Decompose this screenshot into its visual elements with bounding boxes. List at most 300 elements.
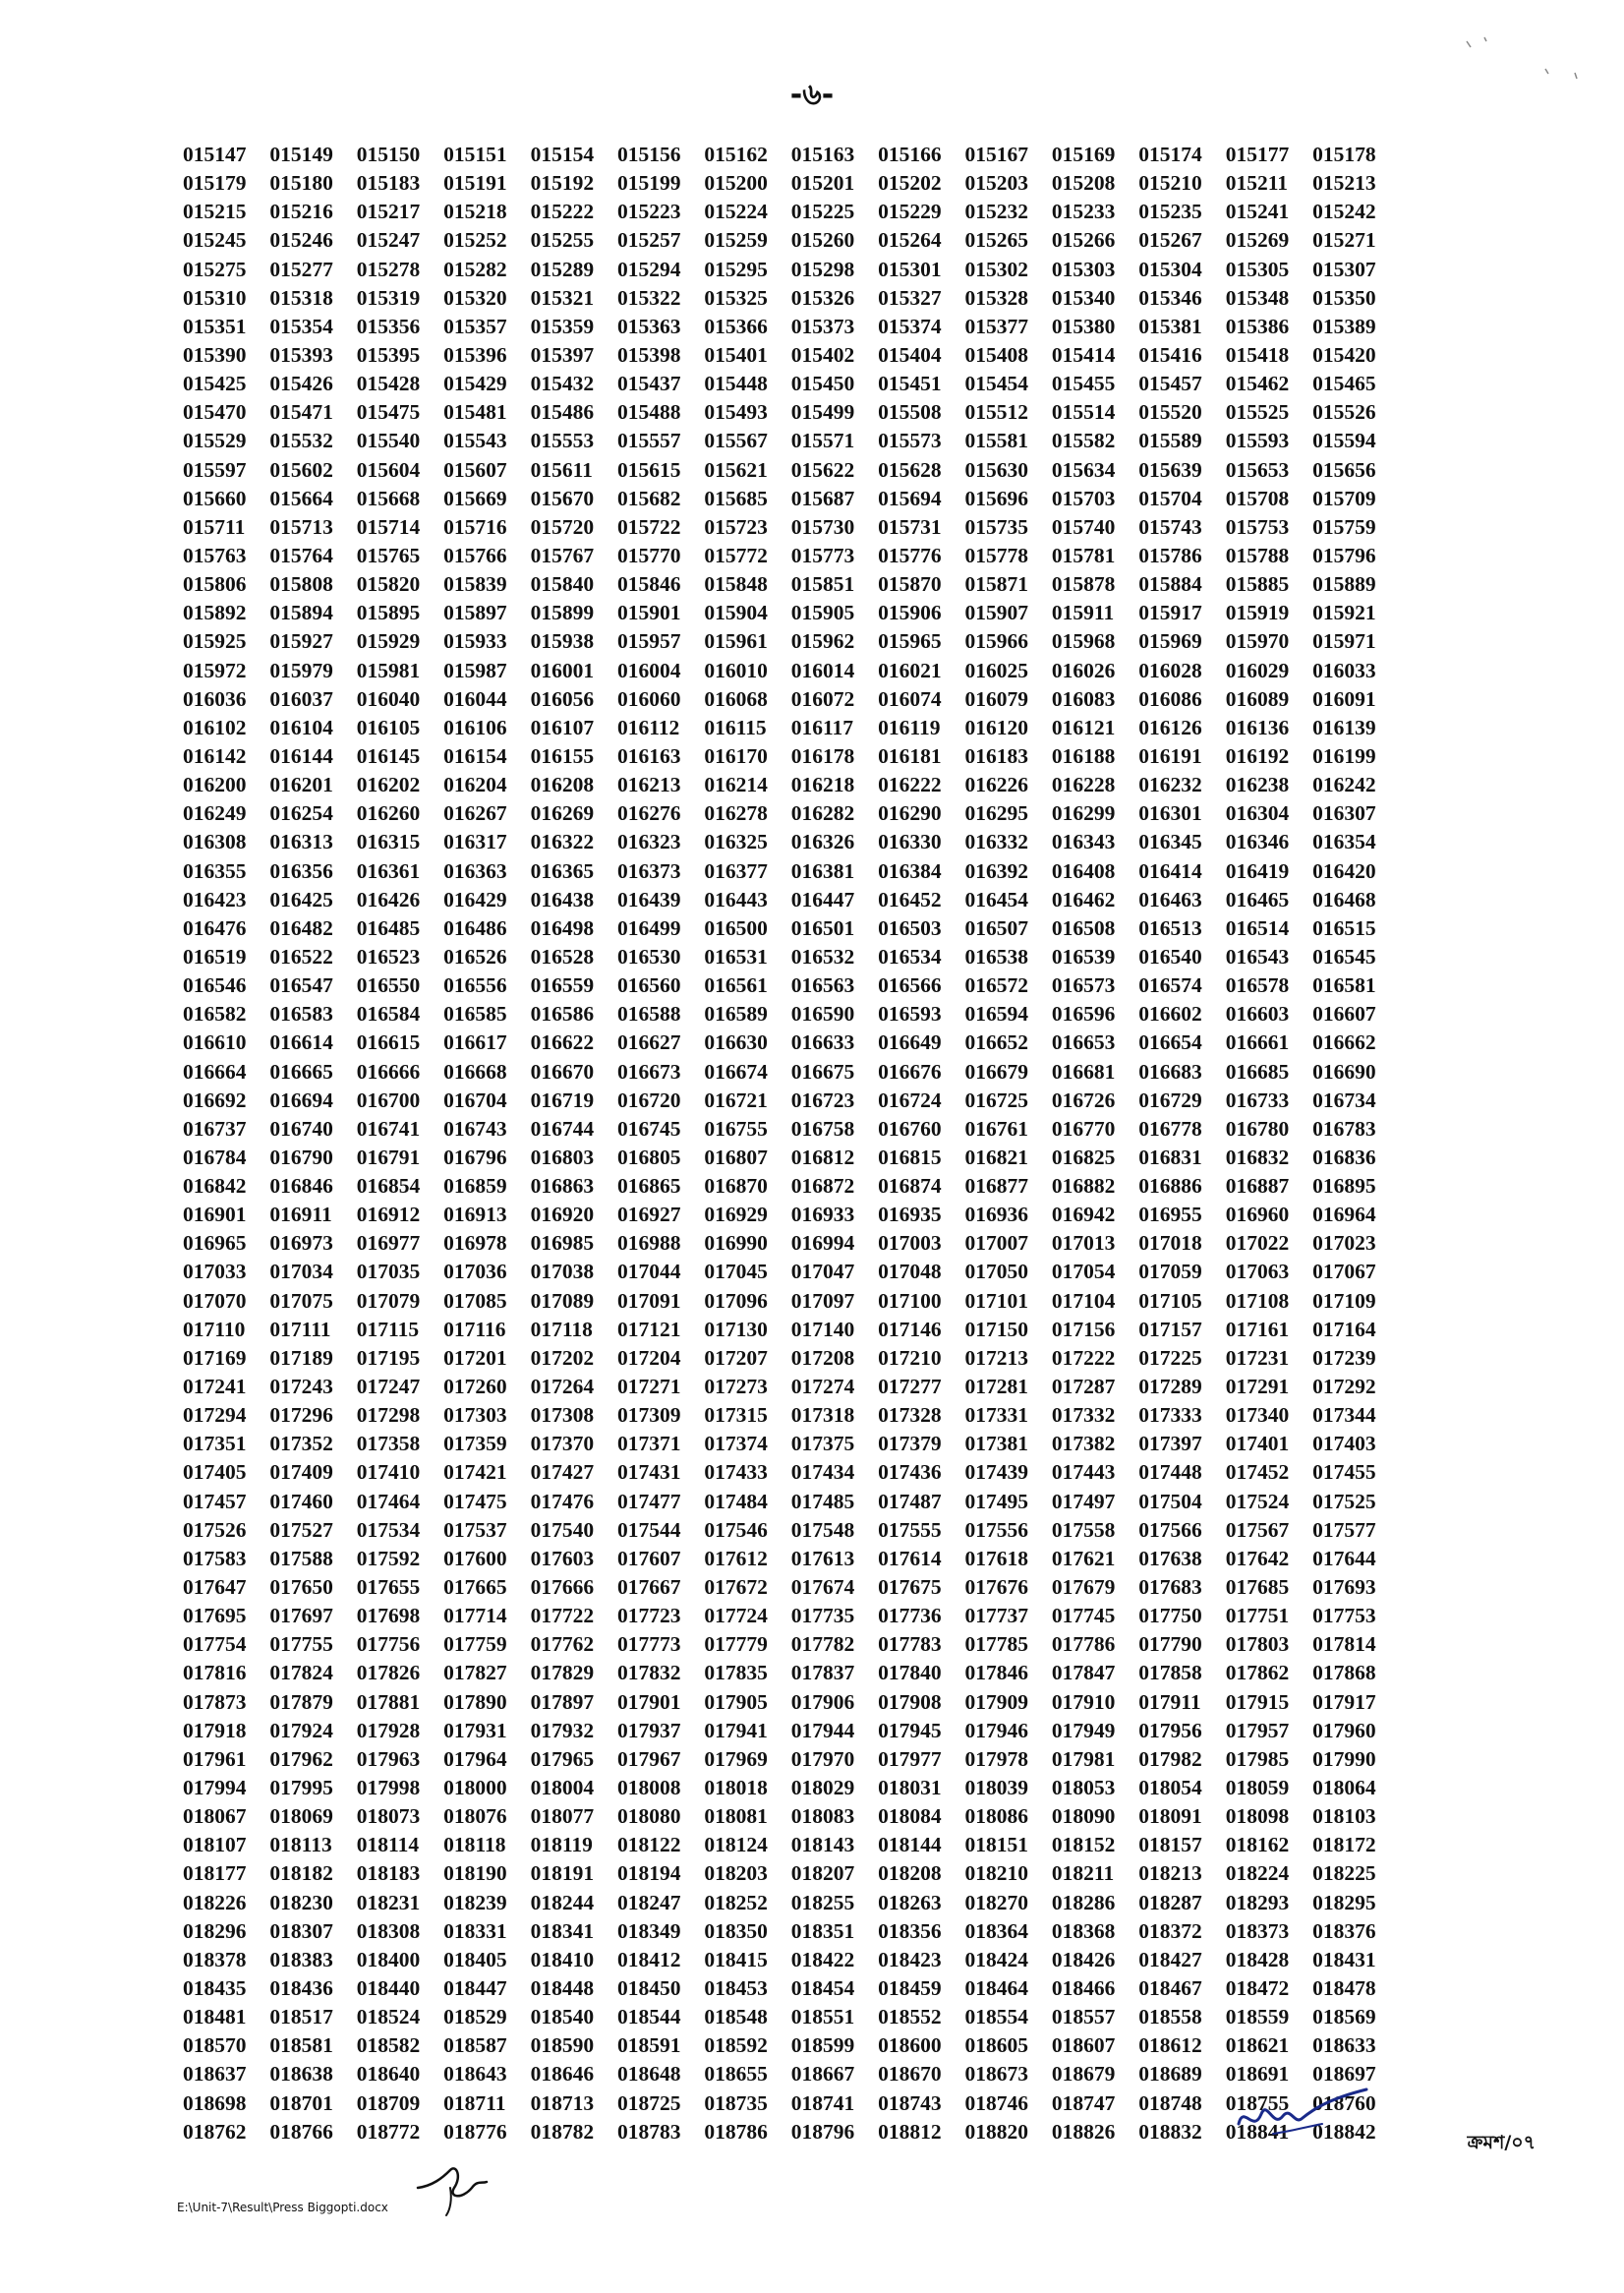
roll-number: 016633 <box>790 1030 855 1055</box>
roll-number: 017381 <box>964 1432 1029 1456</box>
roll-number: 016670 <box>530 1059 595 1084</box>
roll-number: 018356 <box>878 1918 942 1943</box>
roll-row <box>183 771 1402 799</box>
roll-number: 017079 <box>356 1288 421 1313</box>
roll-number: 016723 <box>790 1088 855 1112</box>
roll-number: 018557 <box>1051 2005 1116 2029</box>
roll-number: 018114 <box>356 1833 420 1857</box>
roll-number: 017924 <box>269 1718 333 1742</box>
roll-number: 015981 <box>356 658 421 682</box>
roll-row <box>183 427 1402 455</box>
roll-number: 016538 <box>964 944 1029 969</box>
roll-number: 017315 <box>704 1403 768 1428</box>
roll-number: 018755 <box>1225 2090 1290 2115</box>
roll-number: 015525 <box>1225 400 1290 425</box>
roll-number: 018422 <box>790 1947 855 1971</box>
roll-number: 016870 <box>704 1174 768 1199</box>
roll-number: 017044 <box>616 1260 681 1284</box>
roll-number: 018450 <box>616 1976 681 2000</box>
roll-number: 017260 <box>443 1375 507 1399</box>
roll-number: 015448 <box>704 372 768 396</box>
roll-number: 017963 <box>356 1746 421 1771</box>
roll-number: 018842 <box>1312 2119 1376 2144</box>
roll-number: 016322 <box>530 830 595 854</box>
roll-number: 015245 <box>183 228 247 253</box>
roll-number: 016630 <box>704 1030 768 1055</box>
roll-number: 016232 <box>1138 773 1202 797</box>
roll-number: 018031 <box>878 1776 942 1800</box>
roll-number: 016610 <box>183 1030 247 1055</box>
roll-number: 015363 <box>616 314 681 338</box>
roll-number: 015163 <box>790 143 855 166</box>
roll-number: 016654 <box>1138 1030 1202 1055</box>
roll-number: 017969 <box>704 1746 768 1771</box>
roll-number: 015257 <box>616 228 681 253</box>
roll-number: 017937 <box>616 1718 681 1742</box>
roll-number: 017667 <box>616 1575 681 1600</box>
roll-number: 016815 <box>878 1145 942 1169</box>
roll-number: 018673 <box>964 2062 1029 2087</box>
roll-number: 018592 <box>704 2033 768 2058</box>
roll-number: 017111 <box>269 1317 331 1341</box>
roll-number: 016673 <box>616 1059 681 1084</box>
roll-number: 017121 <box>616 1317 681 1341</box>
roll-number: 017977 <box>878 1746 942 1771</box>
roll-number: 018529 <box>443 2005 507 2029</box>
roll-number: 015326 <box>790 285 855 310</box>
roll-number: 017405 <box>183 1460 247 1485</box>
roll-number: 016700 <box>356 1088 421 1112</box>
roll-number: 017723 <box>616 1604 681 1628</box>
roll-number: 017033 <box>183 1260 247 1284</box>
roll-number: 016514 <box>1225 915 1290 940</box>
roll-number: 017890 <box>443 1689 507 1714</box>
roll-number: 016363 <box>443 858 507 883</box>
roll-number: 018113 <box>269 1833 332 1857</box>
roll-number: 017328 <box>878 1403 942 1428</box>
roll-number: 018376 <box>1312 1918 1376 1943</box>
roll-row <box>183 1000 1402 1029</box>
roll-number: 015669 <box>443 486 507 510</box>
roll-number: 015763 <box>183 543 247 567</box>
roll-number: 015303 <box>1051 257 1116 281</box>
roll-row <box>183 2089 1402 2118</box>
roll-number: 016499 <box>616 915 681 940</box>
roll-number: 015241 <box>1225 200 1290 224</box>
roll-number: 015581 <box>964 429 1029 453</box>
roll-number: 018655 <box>704 2062 768 2087</box>
roll-number: 016419 <box>1225 858 1290 883</box>
roll-row <box>183 1488 1402 1516</box>
roll-number: 015767 <box>530 543 595 567</box>
roll-number: 016139 <box>1312 715 1376 739</box>
roll-number: 015305 <box>1225 257 1290 281</box>
roll-number: 017603 <box>530 1546 595 1570</box>
roll-number: 015266 <box>1051 228 1116 253</box>
roll-number: 018090 <box>1051 1804 1116 1829</box>
roll-number: 018796 <box>790 2119 855 2144</box>
roll-number: 015295 <box>704 257 768 281</box>
roll-number: 015348 <box>1225 285 1290 310</box>
roll-number: 016276 <box>616 801 681 826</box>
roll-number: 017737 <box>964 1604 1029 1628</box>
roll-number: 016692 <box>183 1088 247 1112</box>
roll-number: 015927 <box>269 629 333 654</box>
roll-number: 016226 <box>964 773 1029 797</box>
roll-number: 016911 <box>269 1203 332 1227</box>
roll-number: 015217 <box>356 200 421 224</box>
roll-number: 017918 <box>183 1718 247 1742</box>
roll-number: 016676 <box>878 1059 942 1084</box>
roll-number: 015393 <box>269 342 333 367</box>
roll-number: 018435 <box>183 1976 247 2000</box>
roll-number: 017583 <box>183 1546 247 1570</box>
roll-number: 017612 <box>704 1546 768 1570</box>
roll-number: 016532 <box>790 944 855 969</box>
roll-number: 016443 <box>704 887 768 911</box>
roll-number: 018067 <box>183 1804 247 1829</box>
roll-number: 015294 <box>616 257 681 281</box>
roll-number: 015716 <box>443 514 507 539</box>
roll-number: 017264 <box>530 1375 595 1399</box>
roll-number: 015917 <box>1138 601 1202 625</box>
roll-number: 017994 <box>183 1776 247 1800</box>
roll-number: 016144 <box>269 743 333 768</box>
roll-number: 015201 <box>790 171 855 196</box>
roll-row <box>183 1229 1402 1258</box>
roll-number: 017762 <box>530 1632 595 1657</box>
continued-label: ক্রমশ/০৭ <box>1467 2132 1536 2153</box>
roll-number: 017318 <box>790 1403 855 1428</box>
roll-number: 017374 <box>704 1432 768 1456</box>
roll-number: 015389 <box>1312 314 1376 338</box>
roll-number: 016690 <box>1312 1059 1376 1084</box>
roll-number: 018144 <box>878 1833 942 1857</box>
roll-number: 017382 <box>1051 1432 1116 1456</box>
roll-number: 015321 <box>530 285 595 310</box>
roll-number: 017108 <box>1225 1288 1290 1313</box>
roll-number: 018263 <box>878 1890 942 1914</box>
roll-row <box>183 1029 1402 1057</box>
roll-number: 016805 <box>616 1145 681 1169</box>
roll-number: 016136 <box>1225 715 1290 739</box>
roll-number: 017946 <box>964 1718 1029 1742</box>
roll-number: 017537 <box>443 1517 507 1542</box>
roll-row <box>183 341 1402 370</box>
roll-number: 018698 <box>183 2090 247 2115</box>
roll-number: 018679 <box>1051 2062 1116 2087</box>
roll-number: 016115 <box>704 715 767 739</box>
roll-number: 018459 <box>878 1976 942 2000</box>
roll-number-grid <box>183 141 1402 2146</box>
roll-number: 018172 <box>1312 1833 1376 1857</box>
roll-number: 018478 <box>1312 1976 1376 2000</box>
roll-number: 018689 <box>1138 2062 1202 2087</box>
roll-number: 016920 <box>530 1203 595 1227</box>
roll-number: 018466 <box>1051 1976 1116 2000</box>
roll-number: 016990 <box>704 1231 768 1256</box>
roll-number: 017484 <box>704 1489 768 1513</box>
roll-number: 018766 <box>269 2119 333 2144</box>
roll-row <box>183 570 1402 599</box>
roll-number: 017546 <box>704 1517 768 1542</box>
roll-number: 017247 <box>356 1375 421 1399</box>
roll-number: 015878 <box>1051 572 1116 597</box>
roll-number: 017868 <box>1312 1661 1376 1685</box>
roll-number: 015540 <box>356 429 421 453</box>
roll-number: 017555 <box>878 1517 942 1542</box>
roll-number: 016181 <box>878 743 942 768</box>
roll-number: 016323 <box>616 830 681 854</box>
roll-number: 017909 <box>964 1689 1029 1714</box>
roll-number: 015247 <box>356 228 421 253</box>
roll-number: 018517 <box>269 2005 333 2029</box>
roll-number: 017945 <box>878 1718 942 1742</box>
roll-number: 017526 <box>183 1517 247 1542</box>
roll-number: 016260 <box>356 801 421 826</box>
roll-number: 015200 <box>704 171 768 196</box>
roll-number: 018472 <box>1225 1976 1290 2000</box>
roll-number: 016929 <box>704 1203 768 1227</box>
roll-number: 015278 <box>356 257 421 281</box>
roll-number: 015573 <box>878 429 942 453</box>
roll-number: 016170 <box>704 743 768 768</box>
roll-number: 017038 <box>530 1260 595 1284</box>
roll-number: 015919 <box>1225 601 1290 625</box>
roll-number: 016733 <box>1225 1088 1290 1112</box>
roll-number: 015481 <box>443 400 507 425</box>
roll-number: 016346 <box>1225 830 1290 854</box>
roll-number: 017697 <box>269 1604 333 1628</box>
roll-number: 018552 <box>878 2005 942 2029</box>
roll-number: 017685 <box>1225 1575 1290 1600</box>
roll-number: 016408 <box>1051 858 1116 883</box>
signature-right-icon <box>1234 2085 1371 2144</box>
roll-number: 016204 <box>443 773 507 797</box>
roll-number: 016901 <box>183 1203 247 1227</box>
roll-number: 015428 <box>356 372 421 396</box>
roll-number: 018086 <box>964 1804 1029 1829</box>
roll-number: 017401 <box>1225 1432 1290 1456</box>
roll-number: 018211 <box>1051 1861 1115 1886</box>
roll-number: 017548 <box>790 1517 855 1542</box>
roll-number: 018454 <box>790 1976 855 2000</box>
roll-number: 017756 <box>356 1632 421 1657</box>
roll-number: 017679 <box>1051 1575 1116 1600</box>
roll-number: 015961 <box>704 629 768 654</box>
roll-number: 017962 <box>269 1746 333 1771</box>
roll-number: 015921 <box>1312 601 1376 625</box>
roll-number: 018364 <box>964 1918 1029 1943</box>
roll-number: 015714 <box>356 514 421 539</box>
roll-number: 017443 <box>1051 1460 1116 1485</box>
roll-number: 015602 <box>269 457 333 482</box>
roll-number: 018741 <box>790 2090 855 2115</box>
roll-number: 015529 <box>183 429 247 453</box>
roll-row <box>183 886 1402 914</box>
roll-number: 016977 <box>356 1231 421 1256</box>
roll-number: 015969 <box>1138 629 1202 654</box>
roll-number: 016872 <box>790 1174 855 1199</box>
roll-number: 017504 <box>1138 1489 1202 1513</box>
roll-number: 015660 <box>183 486 247 510</box>
roll-number: 018383 <box>269 1947 333 1971</box>
roll-number: 018081 <box>704 1804 768 1829</box>
roll-number: 017487 <box>878 1489 942 1513</box>
roll-number: 017156 <box>1051 1317 1116 1341</box>
roll-number: 017736 <box>878 1604 942 1628</box>
roll-number: 015275 <box>183 257 247 281</box>
roll-number: 015265 <box>964 228 1029 253</box>
roll-number: 017683 <box>1138 1575 1202 1600</box>
roll-number: 015722 <box>616 514 681 539</box>
roll-number: 016414 <box>1138 858 1202 883</box>
roll-row <box>183 714 1402 742</box>
roll-number: 018607 <box>1051 2033 1116 2058</box>
roll-row <box>183 1659 1402 1687</box>
roll-number: 015390 <box>183 342 247 367</box>
roll-number: 018162 <box>1225 1833 1290 1857</box>
roll-number: 017359 <box>443 1432 507 1456</box>
roll-number: 017949 <box>1051 1718 1116 1742</box>
roll-number: 015622 <box>790 457 855 482</box>
roll-number: 017239 <box>1312 1345 1376 1370</box>
roll-number: 017967 <box>616 1746 681 1771</box>
roll-number: 015373 <box>790 314 855 338</box>
roll-number: 017961 <box>183 1746 247 1771</box>
roll-number: 016886 <box>1138 1174 1202 1199</box>
roll-number: 016556 <box>443 973 507 998</box>
roll-number: 015357 <box>443 314 507 338</box>
roll-number: 017189 <box>269 1345 333 1370</box>
roll-row <box>183 2060 1402 2088</box>
roll-number: 018077 <box>530 1804 595 1829</box>
roll-row <box>183 2031 1402 2060</box>
corner-marks-icon <box>1457 29 1595 88</box>
initial-signature-icon <box>413 2158 492 2217</box>
roll-number: 017207 <box>704 1345 768 1370</box>
roll-number: 016540 <box>1138 944 1202 969</box>
roll-number: 015808 <box>269 572 333 597</box>
roll-number: 016208 <box>530 773 595 797</box>
roll-number: 018293 <box>1225 1890 1290 1914</box>
roll-number: 015470 <box>183 400 247 425</box>
roll-number: 017588 <box>269 1546 333 1570</box>
roll-number: 015897 <box>443 601 507 625</box>
roll-number: 017003 <box>878 1231 942 1256</box>
roll-number: 017827 <box>443 1661 507 1685</box>
roll-number: 017075 <box>269 1288 333 1313</box>
roll-number: 017476 <box>530 1489 595 1513</box>
roll-number: 017956 <box>1138 1718 1202 1742</box>
roll-number: 018591 <box>616 2033 681 2058</box>
roll-number: 018667 <box>790 2062 855 2087</box>
roll-row <box>183 1316 1402 1344</box>
roll-number: 017096 <box>704 1288 768 1313</box>
roll-number: 015493 <box>704 400 768 425</box>
roll-number: 018812 <box>878 2119 942 2144</box>
roll-number: 018190 <box>443 1861 507 1886</box>
roll-number: 017370 <box>530 1432 595 1456</box>
roll-number: 016933 <box>790 1203 855 1227</box>
roll-number: 018073 <box>356 1804 421 1829</box>
roll-number: 016545 <box>1312 944 1376 969</box>
roll-number: 015905 <box>790 601 855 625</box>
roll-number: 018748 <box>1138 2090 1202 2115</box>
roll-number: 015450 <box>790 372 855 396</box>
roll-number: 017803 <box>1225 1632 1290 1657</box>
roll-number: 015356 <box>356 314 421 338</box>
roll-number: 016522 <box>269 944 333 969</box>
roll-row <box>183 1717 1402 1745</box>
roll-number: 018691 <box>1225 2062 1290 2087</box>
roll-number: 017303 <box>443 1403 507 1428</box>
roll-number: 018177 <box>183 1861 247 1886</box>
roll-number: 017169 <box>183 1345 247 1370</box>
roll-number: 017779 <box>704 1632 768 1657</box>
roll-number: 016561 <box>704 973 768 998</box>
roll-number: 017786 <box>1051 1632 1116 1657</box>
roll-number: 016104 <box>269 715 333 739</box>
roll-number: 017089 <box>530 1288 595 1313</box>
roll-number: 017291 <box>1225 1375 1290 1399</box>
roll-number: 016191 <box>1138 743 1202 768</box>
roll-number: 018349 <box>616 1918 681 1943</box>
roll-number: 017525 <box>1312 1489 1376 1513</box>
roll-number: 015346 <box>1138 285 1202 310</box>
roll-number: 016025 <box>964 658 1029 682</box>
roll-row <box>183 857 1402 886</box>
roll-number: 016927 <box>616 1203 681 1227</box>
roll-number: 016539 <box>1051 944 1116 969</box>
roll-number: 016978 <box>443 1231 507 1256</box>
roll-number: 016581 <box>1312 973 1376 998</box>
roll-number: 015870 <box>878 572 942 597</box>
roll-number: 016534 <box>878 944 942 969</box>
roll-number: 016377 <box>704 858 768 883</box>
roll-number: 017222 <box>1051 1345 1116 1370</box>
roll-number: 015621 <box>704 457 768 482</box>
roll-number: 016661 <box>1225 1030 1290 1055</box>
roll-number: 018415 <box>704 1947 768 1971</box>
file-path: E:\Unit-7\Result\Press Biggopti.docx <box>177 2201 388 2214</box>
roll-number: 017118 <box>530 1317 593 1341</box>
roll-row <box>183 1115 1402 1144</box>
roll-number: 018423 <box>878 1947 942 1971</box>
roll-number: 015979 <box>269 658 333 682</box>
roll-number: 018599 <box>790 2033 855 2058</box>
roll-number: 017607 <box>616 1546 681 1570</box>
roll-row <box>183 313 1402 341</box>
roll-number: 017753 <box>1312 1604 1376 1628</box>
roll-number: 015416 <box>1138 342 1202 367</box>
roll-number: 015553 <box>530 429 595 453</box>
roll-number: 016573 <box>1051 973 1116 998</box>
roll-number: 015571 <box>790 429 855 453</box>
roll-number: 017814 <box>1312 1632 1376 1657</box>
roll-number: 015557 <box>616 429 681 453</box>
roll-number: 015704 <box>1138 486 1202 510</box>
roll-number: 016582 <box>183 1002 247 1027</box>
roll-number: 017464 <box>356 1489 421 1513</box>
roll-number: 015318 <box>269 285 333 310</box>
roll-number: 016726 <box>1051 1088 1116 1112</box>
roll-number: 015174 <box>1138 143 1202 166</box>
roll-number: 018372 <box>1138 1918 1202 1943</box>
roll-number: 015685 <box>704 486 768 510</box>
roll-number: 016593 <box>878 1002 942 1027</box>
roll-number: 016607 <box>1312 1002 1376 1027</box>
